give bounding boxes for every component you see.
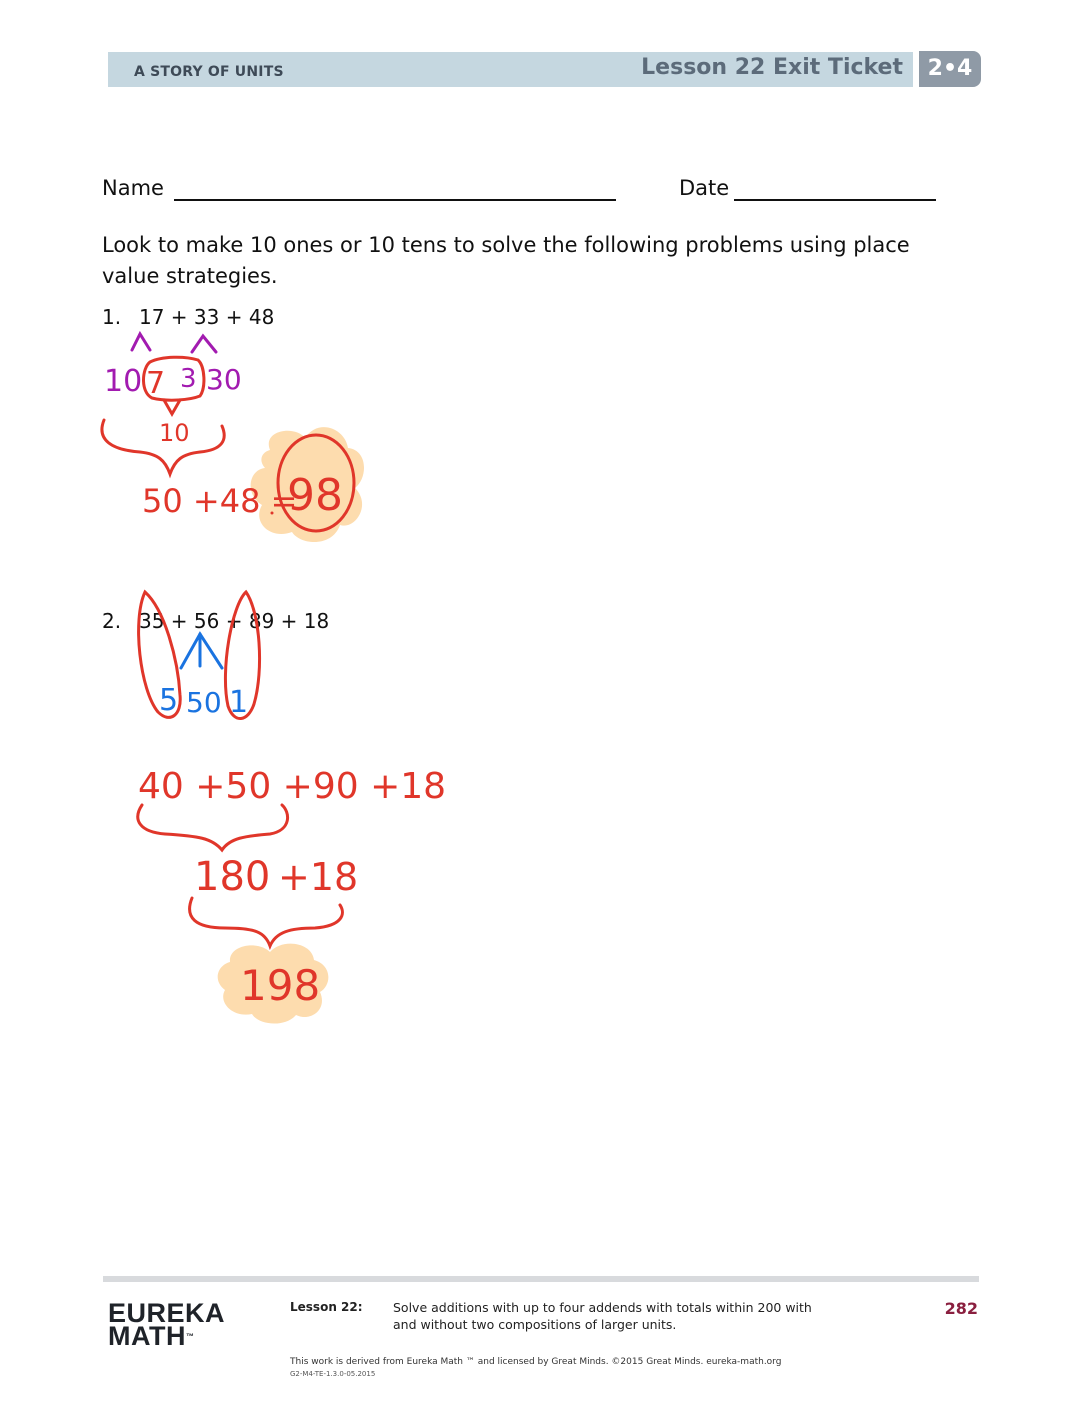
license-text: This work is derived from Eureka Math ™ and licensed by Great Minds. ©2015 Great Minds. eureka-math.org [290,1357,782,1367]
p2-decomp-1: 1 [229,685,249,720]
footer-lesson-label: Lesson 22: [290,1300,363,1314]
eureka-math-logo [108,1298,226,1351]
p2-decomp-50: 50 [186,686,222,719]
document-code: G2-M4-TE-1.3.0-05.2015 [290,1370,376,1378]
series-label: A STORY OF UNITS [134,64,284,80]
footer-divider [103,1276,979,1282]
p2-line2-b: +18 [278,855,359,899]
p1-decomp-3: 3 [180,364,197,394]
p1-pair-sum: 10 [159,419,190,447]
page-title: Lesson 22 Exit Ticket [641,55,903,80]
p2-decomp-5: 5 [159,683,179,718]
p1-equation: 50 +48 = [142,482,298,520]
p1-purple-marks [132,334,216,352]
instructions: Look to make 10 ones or 10 tens to solve the following problems using place value strategies. [102,233,910,288]
p2-blue-marks [181,634,222,668]
p1-decomp-30: 30 [206,363,242,396]
problem-2-expression: 35 + 56 + 89 + 18 [139,609,330,633]
p2-line2-a: 180 [194,854,271,900]
problem-1-number: 1. [102,305,122,329]
p1-decomp-7: 7 [146,366,166,401]
footer-lesson-description: Solve additions with up to four addends with totals within 200 with and without two compositions of larger units. [393,1300,812,1332]
p2-answer: 198 [240,961,321,1010]
grade-module-badge: 2•4 [919,51,981,87]
logo-trademark: ™ [185,1332,195,1341]
logo-line-1: EUREKA [108,1298,226,1328]
problem-2-number: 2. [102,609,122,633]
date-label: Date [679,176,730,200]
logo-line-2: MATH [108,1321,186,1351]
page-number: 282 [944,1299,978,1318]
p1-decomp-10: 10 [104,364,143,399]
p2-line1: 40 +50 +90 +18 [138,766,447,807]
p1-answer: 98 [287,470,343,521]
problem-1-expression: 17 + 33 + 48 [139,305,275,329]
name-label: Name [102,176,164,200]
